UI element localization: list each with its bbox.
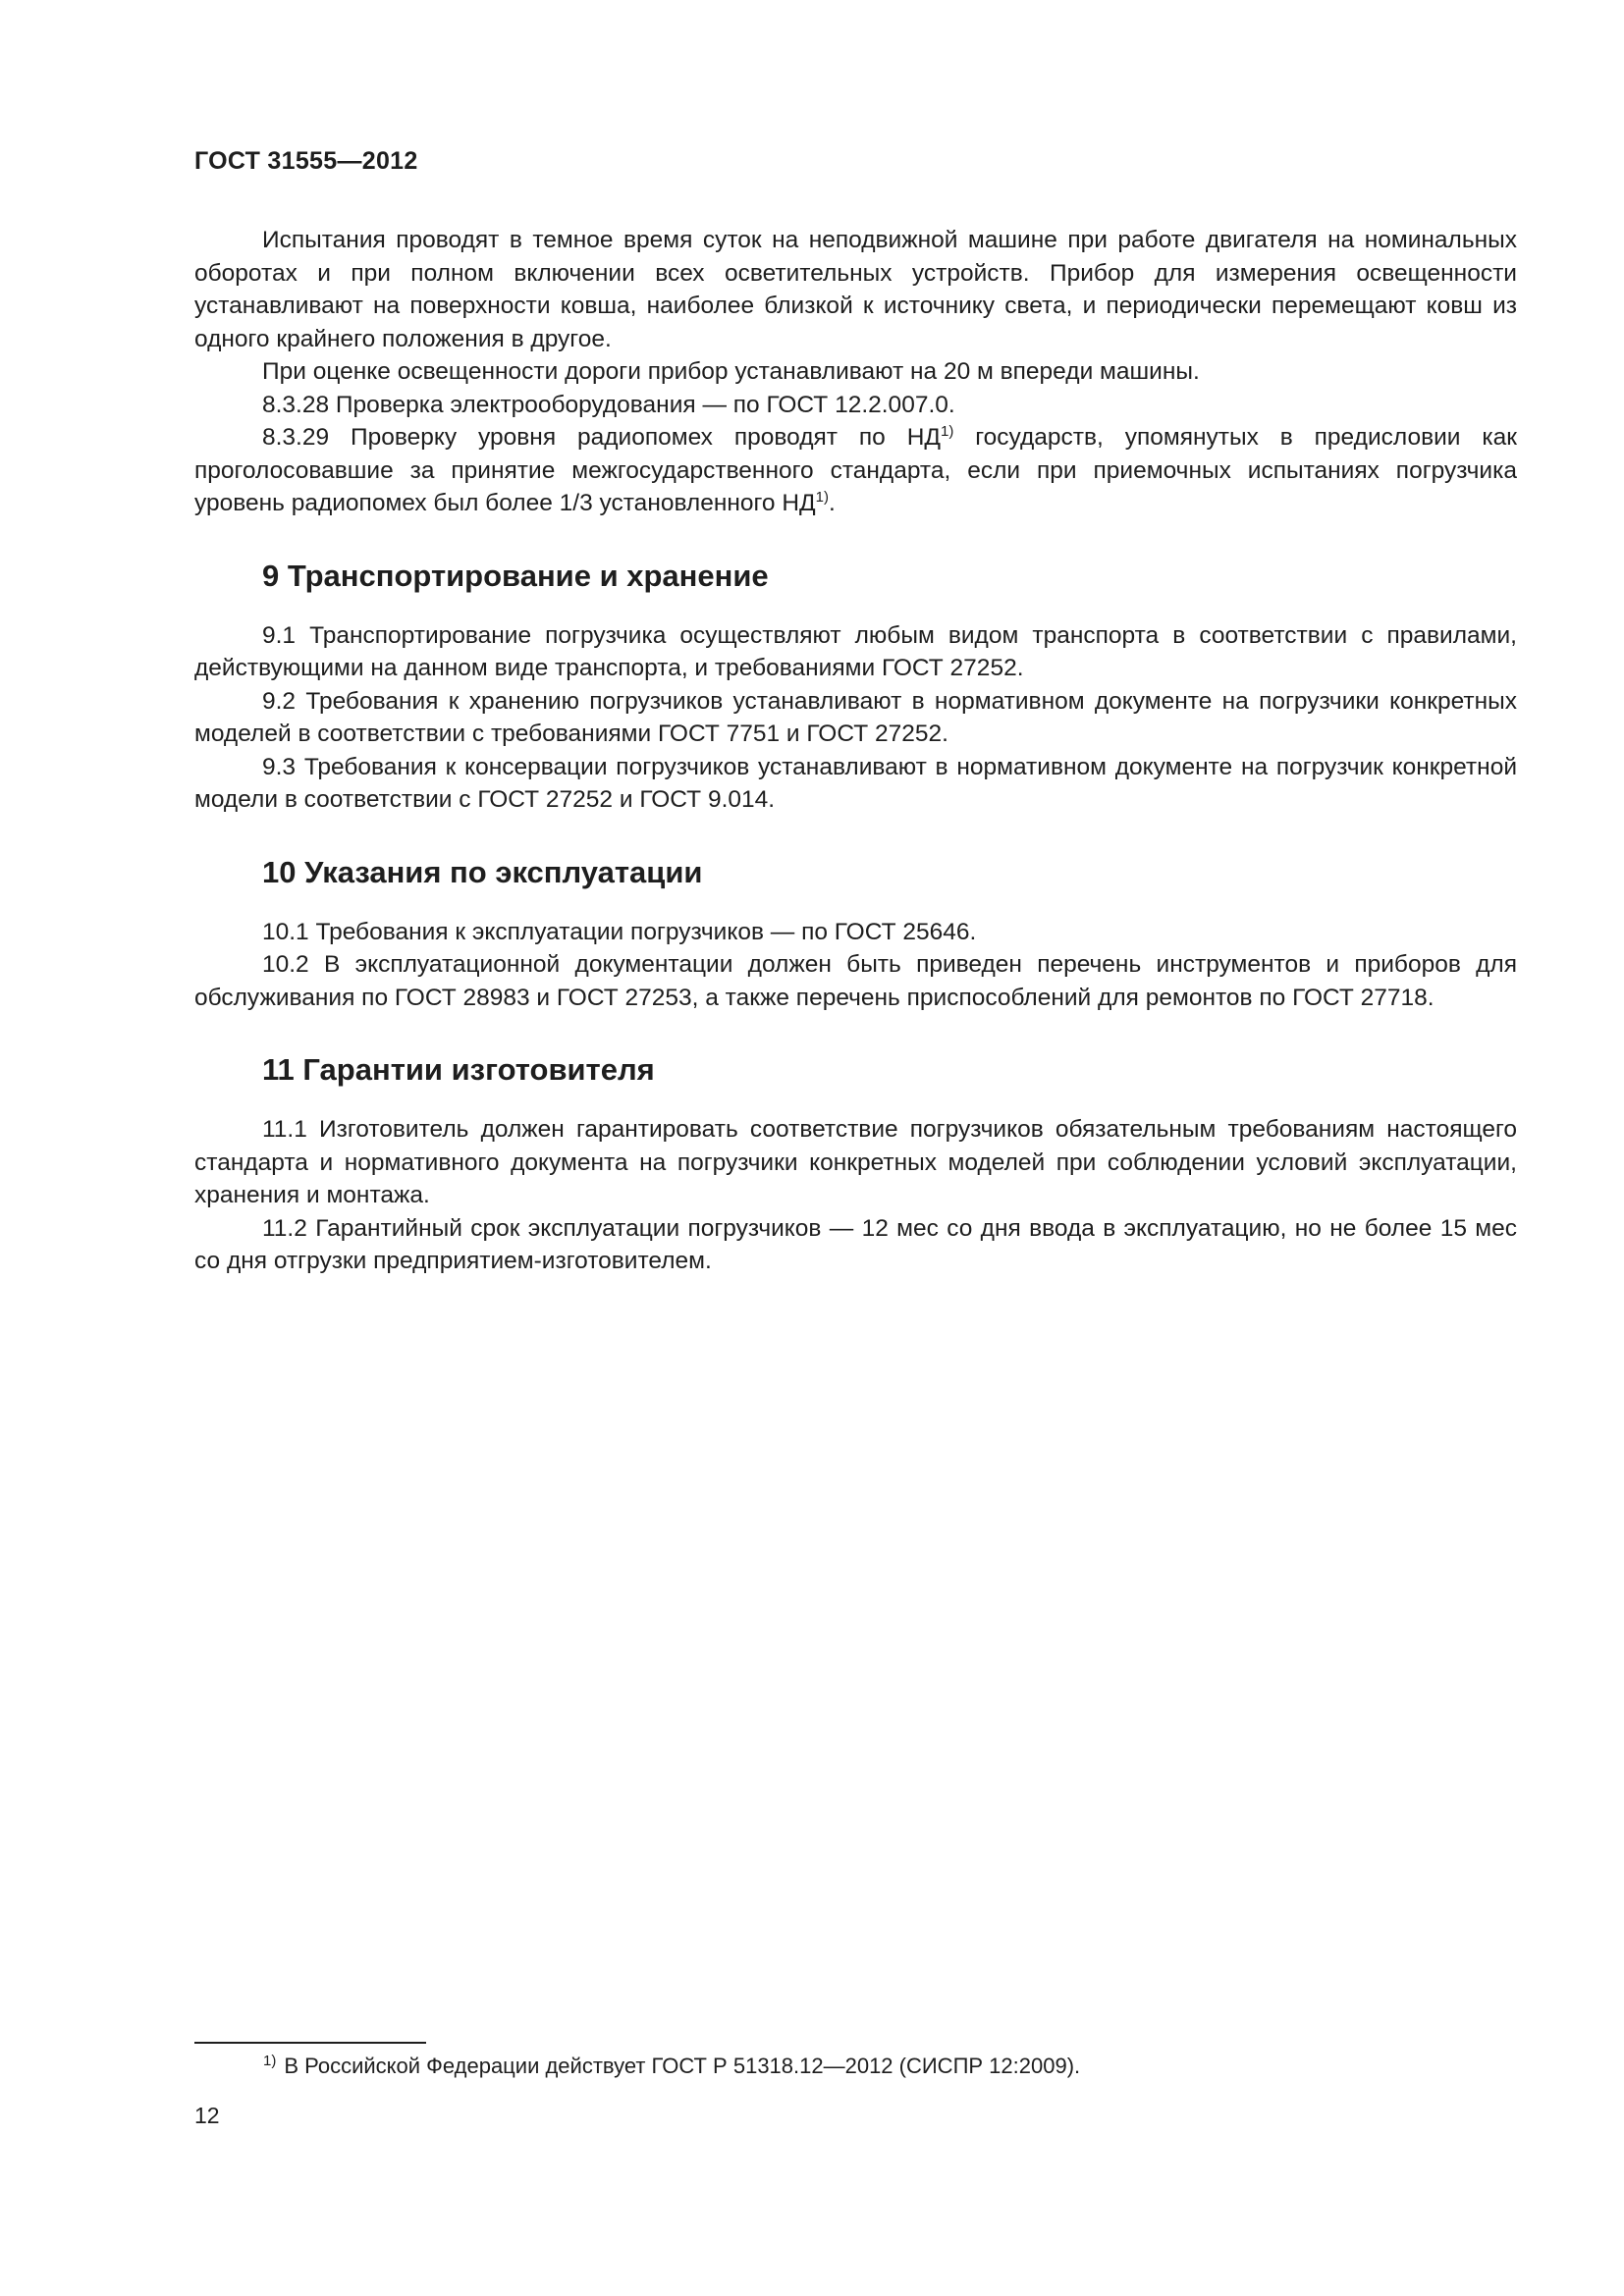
paragraph: 10.2 В эксплуатационной документации должен быть приведен перечень инструментов и приборов для обслуживания по ГОСТ 28983 и ГОСТ 27253, а также перечень приспособлений для ремонтов по ГОСТ 27718.: [194, 951, 1517, 1011]
footnote-reference: 1): [940, 422, 954, 440]
document-body: [194, 224, 1517, 1278]
footnote-divider: [194, 2042, 426, 2044]
paragraph: 9.1 Транспортирование погрузчика осуществляют любым видом транспорта в соответствии с правилами, действующими на данном виде транспорта, и требованиями ГОСТ 27252.: [194, 621, 1517, 681]
paragraph-text: государств, упомянутых в предисловии как проголосовавшие за принятие межгосударственного стандарта, если при приемочных испытаниях погрузчика уровень радиопомех был более 1/3 установленного НД: [194, 424, 1517, 516]
footnote-reference: 1): [815, 488, 829, 506]
paragraph: 9.2 Требования к хранению погрузчиков устанавливают в нормативном документе на погрузчики конкретных моделей в соответствии с требованиями ГОСТ 7751 и ГОСТ 27252.: [194, 687, 1517, 747]
paragraph: При оценке освещенности дороги прибор устанавливают на 20 м впереди машины.: [262, 358, 1200, 385]
paragraph: 8.3.28 Проверка электрооборудования — по ГОСТ 12.2.007.0.: [262, 391, 955, 418]
footnote-text: В Российской Федерации действует ГОСТ Р 51318.12—2012 (СИСПР 12:2009).: [284, 2054, 1081, 2078]
section-heading-9: 9 Транспортирование и хранение: [262, 558, 769, 593]
paragraph-8-3-29: [194, 421, 1517, 520]
section-heading-10: 10 Указания по эксплуатации: [262, 854, 703, 889]
footnote-mark: 1): [263, 2052, 277, 2069]
paragraph: Испытания проводят в темное время суток на неподвижной машине при работе двигателя на номинальных оборотах и при полном включении всех осветительных устройств. Прибор для измерения освещенности устанавливают на поверхности ковша, наиболее близкой к источнику света, и периодически перемещают ковш из одного крайнего положения в другое.: [194, 227, 1517, 352]
section-heading-11: 11 Гарантии изготовителя: [262, 1052, 655, 1087]
paragraph: 9.3 Требования к консервации погрузчиков устанавливают в нормативном документе на погрузчик конкретной модели в соответствии с ГОСТ 27252 и ГОСТ 9.014.: [194, 753, 1517, 813]
paragraph: 10.1 Требования к эксплуатации погрузчиков — по ГОСТ 25646.: [262, 918, 977, 945]
footnote: [263, 2052, 1080, 2081]
paragraph-text: 8.3.29 Проверку уровня радиопомех проводят по НД: [262, 424, 941, 451]
document-header: ГОСТ 31555—2012: [194, 147, 418, 175]
paragraph: 11.1 Изготовитель должен гарантировать соответствие погрузчиков обязательным требованиям настоящего стандарта и нормативного документа на погрузчики конкретных моделей при соблюдении условий эксплуатации, хранения и монтажа.: [194, 1116, 1517, 1208]
page-number: 12: [194, 2103, 220, 2128]
paragraph: 11.2 Гарантийный срок эксплуатации погрузчиков — 12 мес со дня ввода в эксплуатацию, но не более 15 мес со дня отгрузки предприятием-изготовителем.: [194, 1214, 1517, 1274]
paragraph-text: .: [829, 490, 836, 516]
